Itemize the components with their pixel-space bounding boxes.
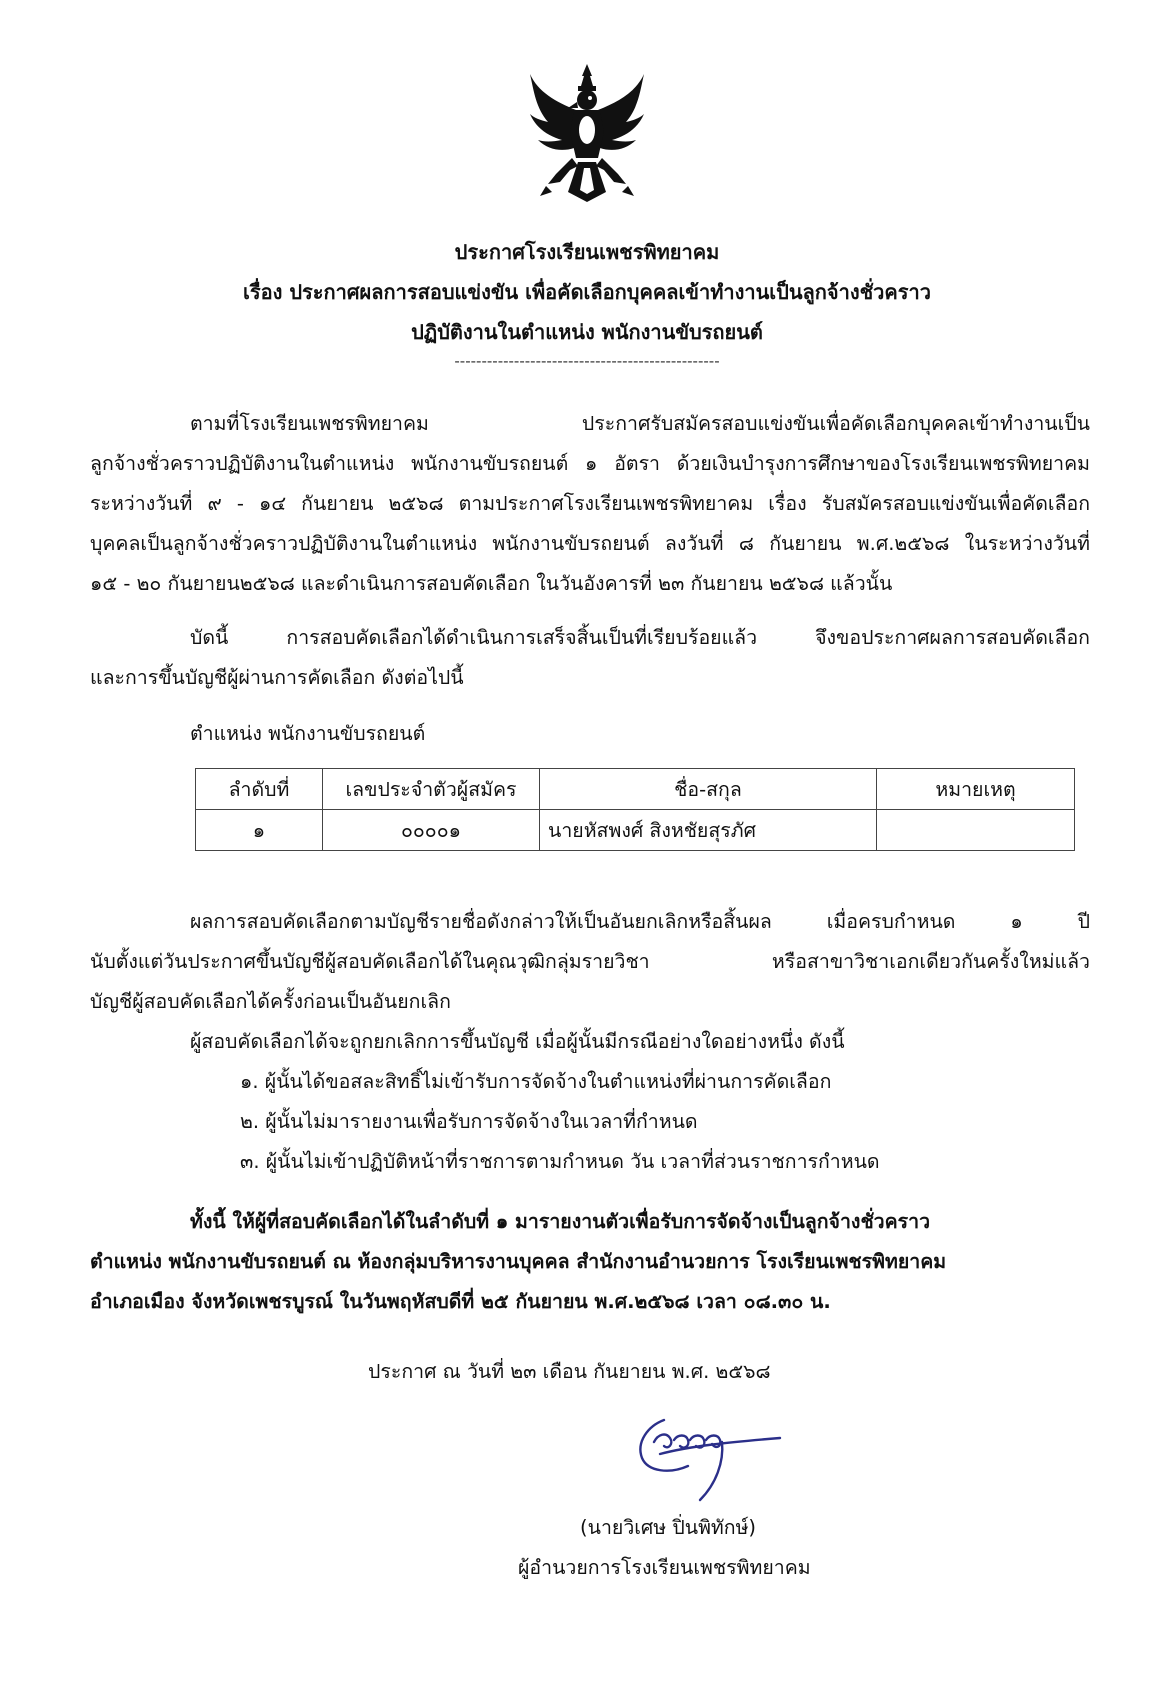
header-divider: ------------------------------------------------- (454, 352, 720, 370)
cell-full-name: นายหัสพงศ์ สิงหชัยสุรภัศ (540, 810, 877, 851)
paragraph-2-line: บัดนี้ การสอบคัดเลือกได้ดำเนินการเสร็จสิ้นเป็นที่เรียบร้อยแล้ว จึงขอประกาศผลการสอบคัดเลือก (190, 626, 1090, 649)
cell-order: ๑ (196, 810, 323, 851)
column-header-remarks: หมายเหตุ (877, 769, 1075, 810)
paragraph-1-line: ตามที่โรงเรียนเพชรพิทยาคม ประกาศรับสมัครสอบแข่งขันเพื่อคัดเลือกบุคคลเข้าทำงานเป็น (190, 412, 1090, 435)
paragraph-4: ผู้สอบคัดเลือกได้จะถูกยกเลิกการขึ้นบัญชี เมื่อผู้นั้นมีกรณีอย่างใดอย่างหนึ่ง ดังนี้ (190, 1030, 845, 1053)
condition-item: ๑. ผู้นั้นได้ขอสละสิทธิ์ไม่เข้ารับการจัดจ้างในตำแหน่งที่ผ่านการคัดเลือก (240, 1070, 832, 1093)
position-label: ตำแหน่ง พนักงานขับรถยนต์ (190, 722, 426, 745)
handwritten-signature-icon (630, 1412, 790, 1502)
cell-applicant-id: ๐๐๐๐๑ (323, 810, 540, 851)
condition-item: ๒. ผู้นั้นไม่มารายงานเพื่อรับการจัดจ้างในเวลาที่กำหนด (240, 1110, 698, 1133)
paragraph-2-line: และการขึ้นบัญชีผู้ผ่านการคัดเลือก ดังต่อไปนี้ (90, 666, 464, 689)
announcement-subject-line2: ปฏิบัติงานในตำแหน่ง พนักงานขับรถยนต์ (411, 320, 763, 344)
signer-name: (นายวิเศษ ปิ่นพิทักษ์) (580, 1516, 757, 1539)
cell-remarks (877, 810, 1075, 851)
report-instruction-line: อำเภอเมือง จังหวัดเพชรบูรณ์ ในวันพฤหัสบดีที่ ๒๕ กันยายน พ.ศ.๒๕๖๘ เวลา ๐๘.๓๐ น. (90, 1290, 831, 1313)
table-header-row (196, 769, 1075, 810)
paragraph-3-line: ผลการสอบคัดเลือกตามบัญชีรายชื่อดังกล่าวให้เป็นอันยกเลิกหรือสิ้นผล เมื่อครบกำหนด ๑ ปี (190, 910, 1090, 933)
paragraph-3-line: นับตั้งแต่วันประกาศขึ้นบัญชีผู้สอบคัดเลือกได้ในคุณวุฒิกลุ่มรายวิชา หรือสาขาวิชาเอกเดียวกันครั้งใหม่แล้ว (90, 950, 1090, 973)
report-instruction-line: ตำแหน่ง พนักงานขับรถยนต์ ณ ห้องกลุ่มบริหารงานบุคคล สำนักงานอำนวยการ โรงเรียนเพชรพิทยาคม (90, 1250, 947, 1273)
paragraph-1-line: บุคคลเป็นลูกจ้างชั่วคราวปฏิบัติงานในตำแหน่ง พนักงานขับรถยนต์ ลงวันที่ ๘ กันยายน พ.ศ.๒๕๖๘ ในระหว่างวันที่ (90, 532, 1090, 555)
report-instruction-line: ทั้งนี้ ให้ผู้ที่สอบคัดเลือกได้ในลำดับที่ ๑ มารายงานตัวเพื่อรับการจัดจ้างเป็นลูกจ้างชั่วคราว (190, 1210, 931, 1233)
column-header-applicant-id: เลขประจำตัวผู้สมัคร (323, 769, 540, 810)
paragraph-1-line: ลูกจ้างชั่วคราวปฏิบัติงานในตำแหน่ง พนักงานขับรถยนต์ ๑ อัตรา ด้วยเงินบำรุงการศึกษาของโรงเรียนเพชรพิทยาคม (90, 452, 1090, 475)
announcement-subject: เรื่อง ประกาศผลการสอบแข่งขัน เพื่อคัดเลือกบุคคลเข้าทำงานเป็นลูกจ้างชั่วคราว (243, 280, 931, 304)
condition-item: ๓. ผู้นั้นไม่เข้าปฏิบัติหน้าที่ราชการตามกำหนด วัน เวลาที่ส่วนราชการกำหนด (240, 1150, 880, 1173)
paragraph-1-line: ๑๕ - ๒๐ กันยายน๒๕๖๘ และดำเนินการสอบคัดเลือก ในวันอังคารที่ ๒๓ กันยายน ๒๕๖๘ แล้วนั้น (90, 572, 893, 595)
paragraph-3-line: บัญชีผู้สอบคัดเลือกได้ครั้งก่อนเป็นอันยกเลิก (90, 990, 451, 1013)
announcement-date: ประกาศ ณ วันที่ ๒๓ เดือน กันยายน พ.ศ. ๒๕๖๘ (368, 1360, 771, 1383)
garuda-emblem-icon (526, 62, 648, 210)
announcement-title: ประกาศโรงเรียนเพชรพิทยาคม (454, 240, 720, 264)
results-table (195, 768, 1075, 851)
table-row (196, 810, 1075, 851)
column-header-full-name: ชื่อ-สกุล (540, 769, 877, 810)
signer-title: ผู้อำนวยการโรงเรียนเพชรพิทยาคม (518, 1556, 811, 1579)
paragraph-1-line: ระหว่างวันที่ ๙ - ๑๔ กันยายน ๒๕๖๘ ตามประกาศโรงเรียนเพชรพิทยาคม เรื่อง รับสมัครสอบแข่งขันเพื่อคัดเลือก (90, 492, 1090, 515)
column-header-order: ลำดับที่ (196, 769, 323, 810)
